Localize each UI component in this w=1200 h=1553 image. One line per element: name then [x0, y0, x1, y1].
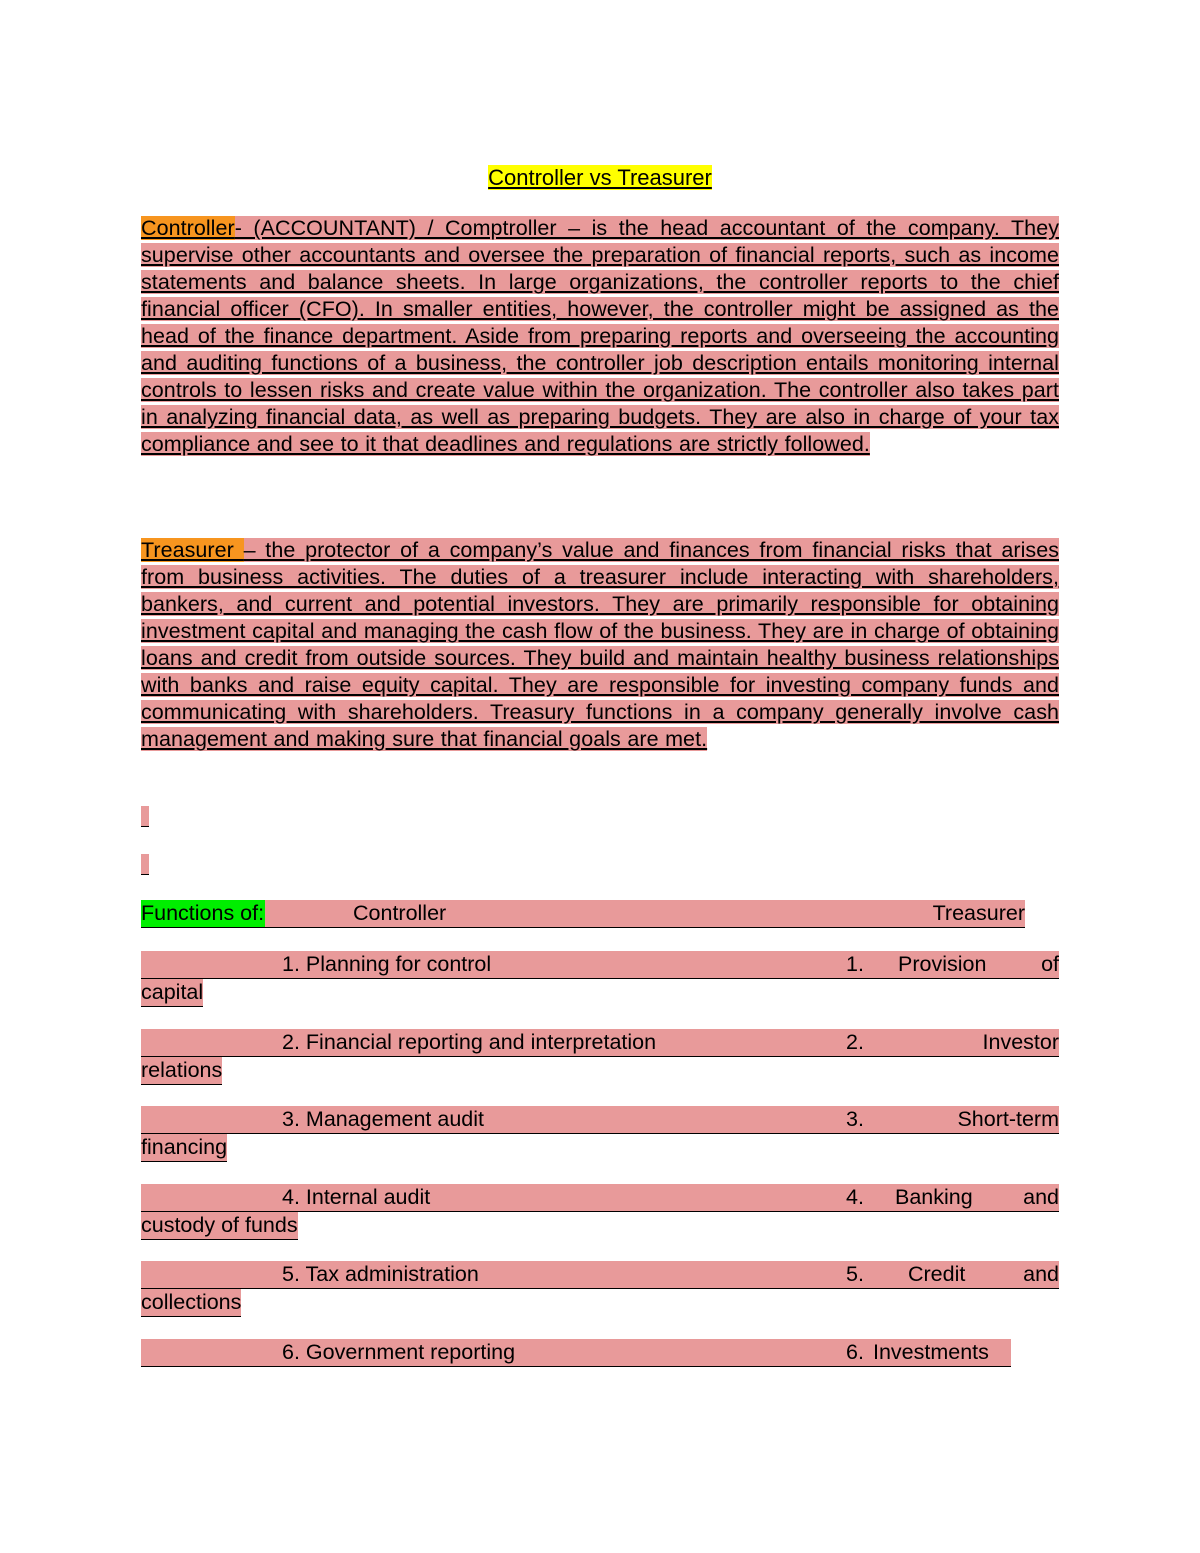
controller-term: Controller	[141, 216, 235, 240]
treasurer-function-continued: collections	[141, 1289, 241, 1317]
treasurer-function: Provision	[898, 952, 987, 976]
controller-function: 1. Planning for control	[282, 952, 492, 976]
controller-function: 5. Tax administration	[282, 1262, 479, 1286]
function-row	[141, 1029, 1059, 1085]
function-row-line	[141, 1184, 1059, 1212]
controller-function: 3. Management audit	[282, 1107, 484, 1131]
empty-line-marker	[141, 854, 149, 875]
controller-description: - (ACCOUNTANT) / Comptroller – is the head accountant of the company. They supervise other accountants and oversee the preparation of financial reports, such as income statements and balance sheets. In large organizations, the controller reports to the chief financial officer (CFO). In smaller entities, however, the controller might be assigned as the head of the finance department. Aside from preparing reports and overseeing the accounting and auditing functions of a business, the controller job description entails monitoring internal controls to lessen risks and create value within the organization. The controller also takes part in analyzing financial data, as well as preparing budgets. They are also in charge of your tax compliance and see to it that deadlines and regulations are strictly followed.	[141, 216, 1059, 456]
treasurer-function: Investments	[873, 1340, 989, 1364]
function-row	[141, 1184, 1059, 1240]
treasurer-function-number: 3.	[846, 1107, 864, 1131]
controller-function: 4. Internal audit	[282, 1185, 431, 1209]
controller-paragraph	[141, 215, 1059, 458]
function-row-line	[141, 1029, 1059, 1057]
function-row	[141, 1339, 1059, 1367]
treasurer-column-heading: Treasurer	[932, 901, 1025, 925]
treasurer-function: of	[1041, 952, 1059, 976]
functions-label: Functions of:	[141, 901, 265, 925]
document-title	[0, 164, 1200, 192]
function-row	[141, 1261, 1059, 1317]
treasurer-paragraph	[141, 537, 1059, 753]
function-row-line	[141, 1261, 1059, 1289]
treasurer-function-continued: financing	[141, 1134, 227, 1162]
title-text: Controller vs Treasurer	[488, 165, 712, 190]
treasurer-function: and	[1023, 1185, 1059, 1209]
function-row-line	[141, 951, 1059, 979]
treasurer-term: Treasurer	[141, 538, 244, 562]
function-row-line	[141, 1106, 1059, 1134]
function-row	[141, 951, 1059, 1007]
controller-function: 6. Government reporting	[282, 1340, 516, 1364]
treasurer-function: Credit	[908, 1262, 966, 1286]
empty-line-marker	[141, 806, 149, 827]
treasurer-function-continued: relations	[141, 1057, 222, 1085]
treasurer-function-number: 5.	[846, 1262, 864, 1286]
function-row	[141, 1106, 1059, 1162]
treasurer-function-number: 6.	[846, 1340, 864, 1364]
treasurer-function: Short-term	[957, 1107, 1059, 1131]
controller-function: 2. Financial reporting and interpretation	[282, 1030, 657, 1054]
treasurer-function: Banking	[895, 1185, 973, 1209]
treasurer-function-number: 4.	[846, 1185, 864, 1209]
treasurer-function-continued: custody of funds	[141, 1212, 298, 1240]
controller-column-heading: Controller	[353, 901, 447, 925]
treasurer-function-continued: capital	[141, 979, 203, 1007]
treasurer-function: and	[1023, 1262, 1059, 1286]
treasurer-description: – the protector of a company’s value and finances from financial risks that arises from business activities. The duties of a treasurer include interacting with shareholders, bankers, and current and potential investors. They are primarily responsible for obtaining investment capital and managing the cash flow of the business. They are in charge of obtaining loans and credit from outside sources. They build and maintain healthy business relationships with banks and raise equity capital. They are responsible for investing company funds and communicating with shareholders. Treasury functions in a company generally involve cash management and making sure that financial goals are met.	[141, 538, 1059, 751]
treasurer-function: Investor	[982, 1030, 1059, 1054]
treasurer-function-number: 1.	[846, 952, 864, 976]
treasurer-function-number: 2.	[846, 1030, 864, 1054]
functions-header	[141, 900, 1025, 928]
function-row-line	[141, 1339, 1011, 1367]
